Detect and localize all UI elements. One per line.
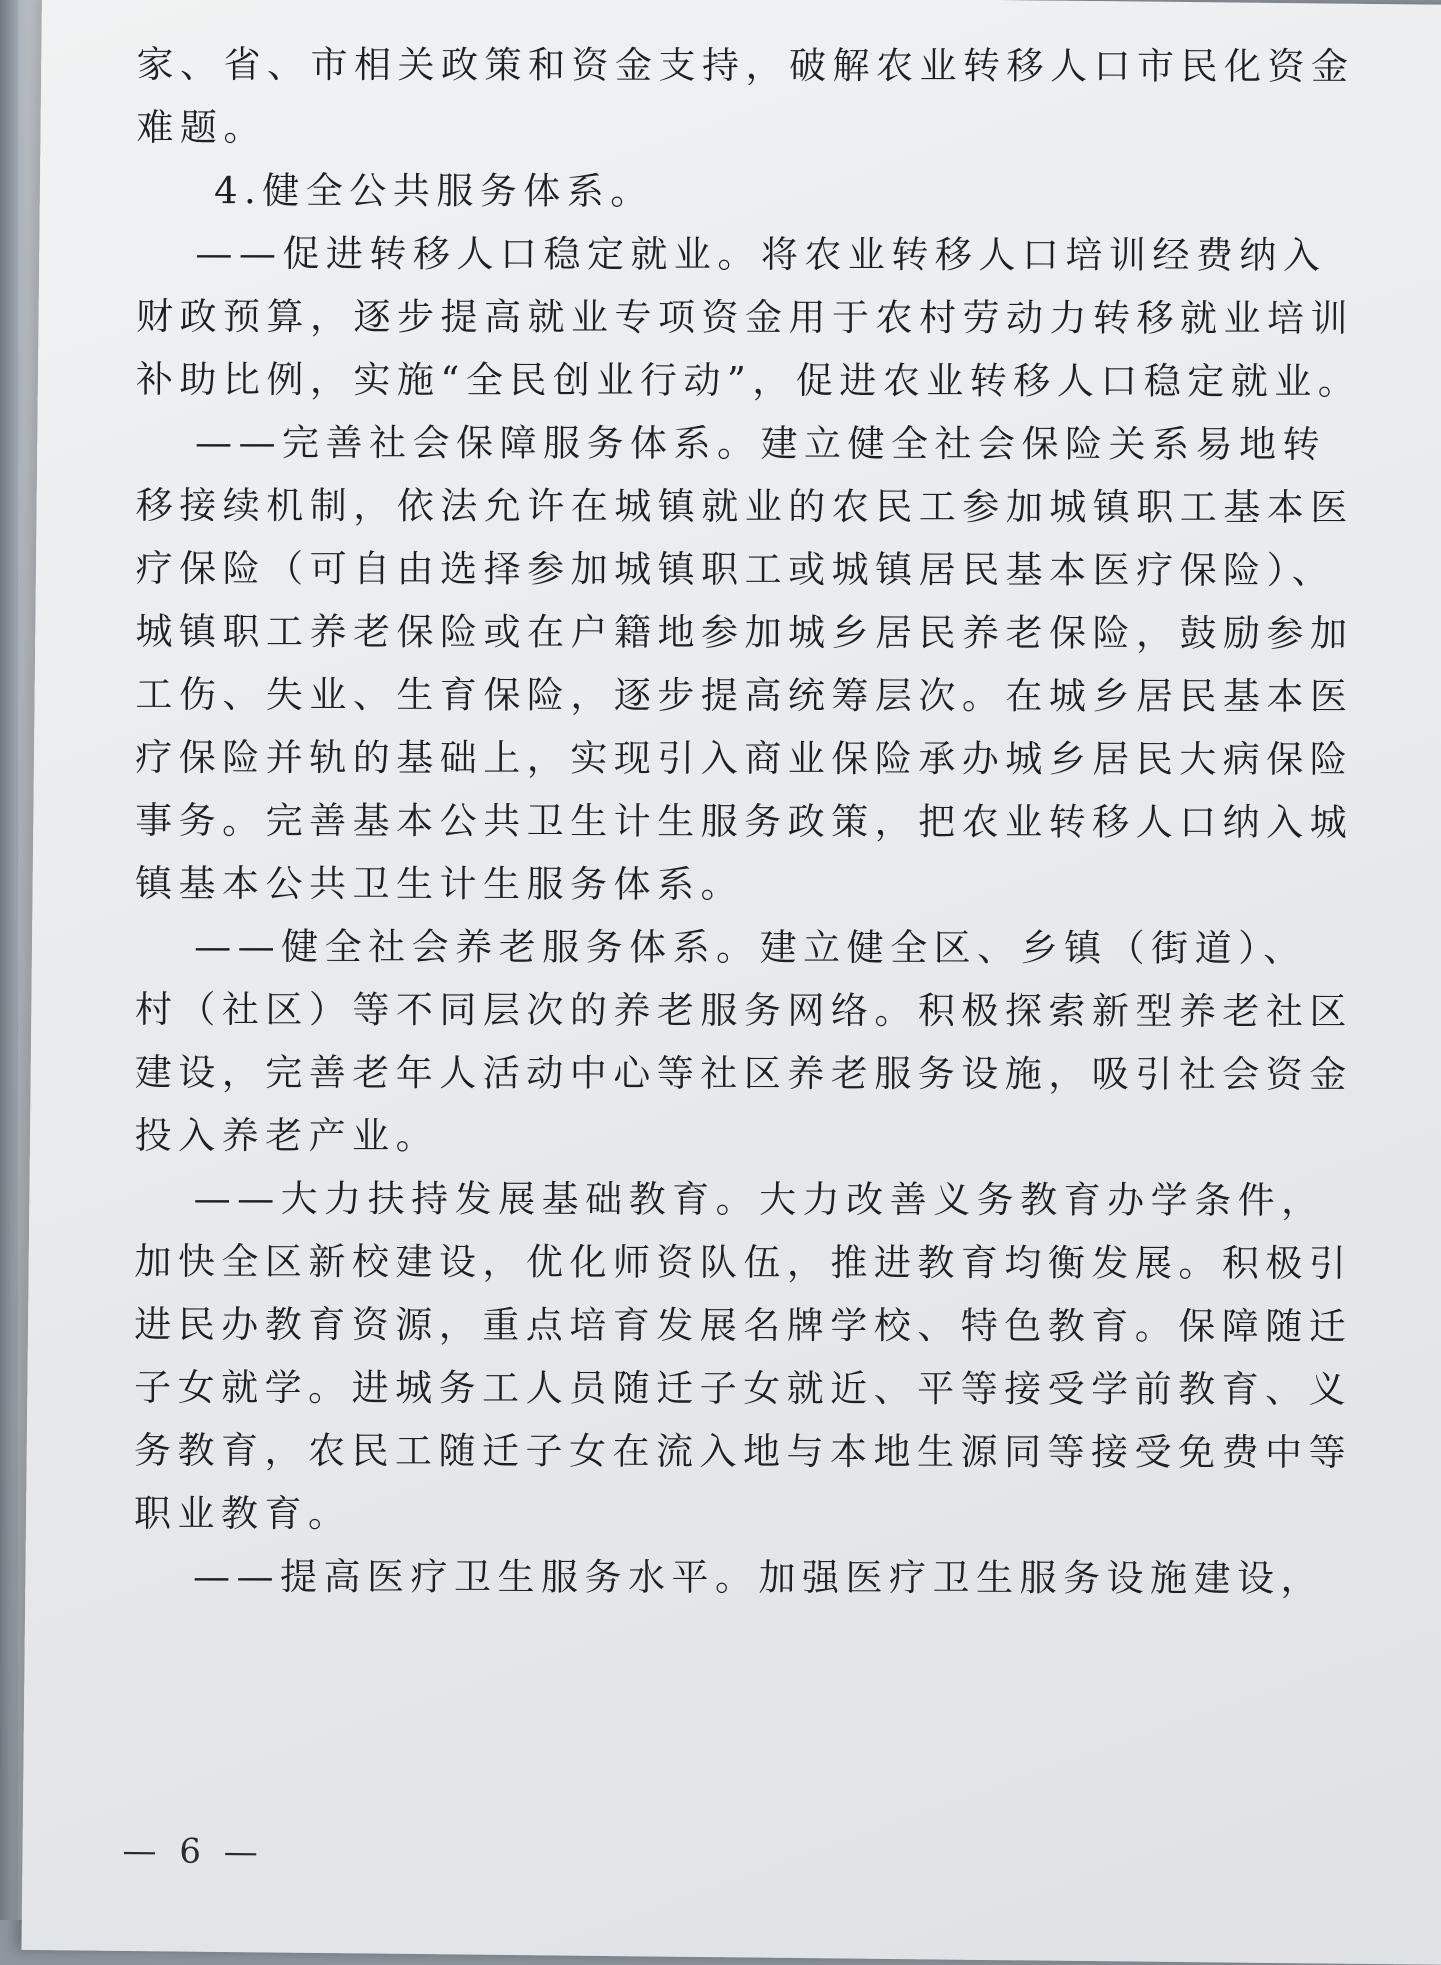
text-line: 难题。 xyxy=(136,105,267,150)
text-line: ——健全社会养老服务体系。建立健全区、乡镇（街道）、 xyxy=(194,925,1307,971)
page-number: — 6 — xyxy=(122,1830,264,1873)
document-body xyxy=(134,33,1372,1610)
text-line: 财政预算，逐步提高就业专项资金用于农村劳动力转移就业培训 xyxy=(136,294,1355,341)
section-heading: 4.健全公共服务体系。 xyxy=(213,169,654,213)
text-line: 移接续机制，依法允许在城镇就业的农民工参加城镇职工基本医 xyxy=(135,483,1354,530)
text-line: ——大力扶持发展基础教育。大力改善义务教育办学条件， xyxy=(193,1177,1325,1223)
text-line: 进民办教育资源，重点培育发展名牌学校、特色教育。保障随迁 xyxy=(134,1302,1353,1349)
document-page xyxy=(21,0,1441,1965)
text-line: ——完善社会保障服务体系。建立健全社会保险关系易地转 xyxy=(194,421,1327,467)
text-line: 务教育，农民工随迁子女在流入地与本地生源同等接受免费中等 xyxy=(134,1428,1353,1475)
text-line: 加快全区新校建设，优化师资队伍，推进教育均衡发展。积极引 xyxy=(134,1239,1353,1286)
text-line: 补助比例，实施“全民创业行动”，促进农业转移人口稳定就业。 xyxy=(135,357,1362,404)
text-line: 工伤、失业、生育保险，逐步提高统筹层次。在城乡居民基本医 xyxy=(135,672,1354,719)
text-line: ——促进转移人口稳定就业。将农业转移人口培训经费纳入 xyxy=(195,232,1327,278)
text-line: 镇基本公共卫生计生服务体系。 xyxy=(135,861,745,907)
text-line: 疗保险（可自由选择参加城镇职工或城镇居民基本医疗保险）、 xyxy=(135,546,1336,593)
text-line: 疗保险并轨的基础上，实现引入商业保险承办城乡居民大病保险 xyxy=(135,735,1354,782)
text-line: 子女就学。进城务工人员随迁子女就近、平等接受学前教育、义 xyxy=(134,1365,1353,1412)
text-line: 职业教育。 xyxy=(133,1491,352,1536)
text-line: 投入养老产业。 xyxy=(134,1113,440,1158)
text-line: 城镇职工养老保险或在户籍地参加城乡居民养老保险，鼓励参加 xyxy=(135,609,1354,656)
text-line: 事务。完善基本公共卫生计生服务政策，把农业转移人口纳入城 xyxy=(135,798,1354,845)
text-line: 村（社区）等不同层次的养老服务网络。积极探索新型养老社区 xyxy=(134,987,1353,1034)
text-line: ——提高医疗卫生服务水平。加强医疗卫生服务设施建设， xyxy=(193,1555,1325,1601)
text-line: 家、省、市相关政策和资金支持，破解农业转移人口市民化资金 xyxy=(136,42,1355,89)
text-line: 建设，完善老年人活动中心等社区养老服务设施，吸引社会资金 xyxy=(134,1050,1353,1097)
